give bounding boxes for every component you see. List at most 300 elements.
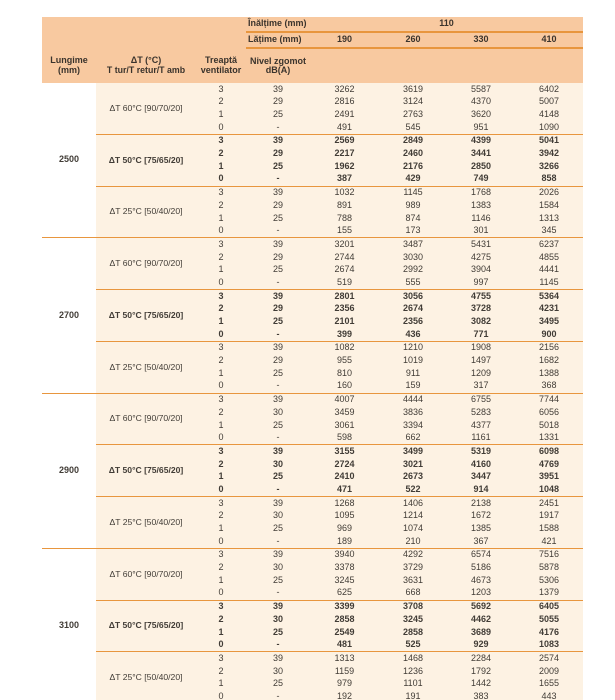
table-row [42,445,583,458]
value-cell: 4444 [379,393,447,406]
noise-cell: 25 [246,574,310,587]
value-cell: 3155 [310,445,379,458]
value-cell: 1090 [515,121,583,134]
dt-label-cell: ΔT 60°C [90/70/20] [96,238,196,290]
fan-speed-cell: 0 [196,380,246,393]
value-cell: 2744 [310,251,379,264]
value-cell: 4370 [447,96,515,109]
noise-cell: 39 [246,600,310,613]
value-cell: 3124 [379,96,447,109]
value-cell: 367 [447,535,515,548]
fan-speed-cell: 0 [196,328,246,341]
value-cell: 1792 [447,665,515,678]
noise-cell: 25 [246,367,310,380]
value-cell: 3729 [379,561,447,574]
value-cell: 3245 [310,574,379,587]
dt-label-cell: ΔT 25°C [50/40/20] [96,186,196,238]
value-cell: 443 [515,690,583,700]
value-cell: 1383 [447,199,515,212]
value-cell: 5692 [447,600,515,613]
value-cell: 1313 [515,212,583,225]
table-row [42,652,583,665]
table-row [42,548,583,561]
value-cell: 3619 [379,83,447,96]
width-label: Lățime (mm) [246,32,310,48]
fan-speed-cell: 1 [196,264,246,277]
fan-speed-cell: 2 [196,406,246,419]
header-row-height [42,17,583,32]
noise-cell: 25 [246,678,310,691]
value-cell: 3942 [515,147,583,160]
value-cell: 2284 [447,652,515,665]
value-cell: 6098 [515,445,583,458]
value-cell: 7744 [515,393,583,406]
value-cell: 1655 [515,678,583,691]
value-cell: 2673 [379,471,447,484]
col-header-noise-line1: Nivel zgomot [249,55,306,66]
value-cell: 2674 [310,264,379,277]
fan-speed-cell: 0 [196,483,246,496]
value-cell: 3082 [447,315,515,328]
value-cell: 2356 [310,303,379,316]
dt-label-cell: ΔT 50°C [75/65/20] [96,445,196,497]
value-cell: 3459 [310,406,379,419]
value-cell: 1672 [447,510,515,523]
fan-speed-cell: 1 [196,678,246,691]
value-cell: 2816 [310,96,379,109]
value-cell: 874 [379,212,447,225]
noise-cell: 39 [246,652,310,665]
value-cell: 2491 [310,108,379,121]
value-cell: 2858 [310,613,379,626]
value-cell: 914 [447,483,515,496]
value-cell: 4755 [447,290,515,303]
noise-cell: 30 [246,613,310,626]
value-cell: 2992 [379,264,447,277]
table-row [42,393,583,406]
value-cell: 191 [379,690,447,700]
fan-speed-cell: 2 [196,561,246,574]
col-header-fan-line2: ventilator [200,64,242,75]
noise-cell: - [246,535,310,548]
value-cell: 3495 [515,315,583,328]
table-row [42,238,583,251]
spec-table [42,17,583,700]
value-cell: 1101 [379,678,447,691]
value-cell: 1209 [447,367,515,380]
value-cell: 5007 [515,96,583,109]
noise-cell: - [246,225,310,238]
fan-speed-cell: 3 [196,652,246,665]
value-cell: 3262 [310,83,379,96]
value-cell: 3056 [379,290,447,303]
fan-speed-cell: 1 [196,212,246,225]
value-cell: 3620 [447,108,515,121]
value-cell: 1019 [379,354,447,367]
fan-speed-cell: 1 [196,315,246,328]
value-cell: 4275 [447,251,515,264]
value-cell: 668 [379,587,447,600]
fan-speed-cell: 1 [196,419,246,432]
length-cell: 2500 [42,83,96,238]
value-cell: 4855 [515,251,583,264]
value-cell: 301 [447,225,515,238]
fan-speed-cell: 1 [196,160,246,173]
col-header-noise [246,48,310,83]
col-header-length-line1: Lungime [50,55,88,66]
value-cell: 3201 [310,238,379,251]
value-cell: 1385 [447,522,515,535]
noise-cell: 39 [246,290,310,303]
value-cell: 429 [379,173,447,186]
col-header-length [42,48,96,83]
length-cell: 3100 [42,548,96,700]
table-row [42,600,583,613]
value-cell: 662 [379,432,447,445]
value-cell: 5306 [515,574,583,587]
value-cell: 4292 [379,548,447,561]
noise-cell: 25 [246,212,310,225]
value-cell: 5878 [515,561,583,574]
header-spacer [42,32,246,48]
value-cell: 345 [515,225,583,238]
value-cell: 3441 [447,147,515,160]
header-row-columns [42,48,583,83]
fan-speed-cell: 1 [196,471,246,484]
table-row [42,290,583,303]
value-cell: 3266 [515,160,583,173]
noise-cell: - [246,639,310,652]
value-cell: 1203 [447,587,515,600]
fan-speed-cell: 2 [196,665,246,678]
table-row [42,134,583,147]
fan-speed-cell: 1 [196,367,246,380]
value-cell: 3689 [447,626,515,639]
value-cell: 3728 [447,303,515,316]
value-cell: 2858 [379,626,447,639]
noise-cell: - [246,328,310,341]
value-cell: 5364 [515,290,583,303]
value-cell: 1074 [379,522,447,535]
noise-cell: - [246,690,310,700]
value-cell: 159 [379,380,447,393]
length-cell: 2900 [42,393,96,548]
value-cell: 471 [310,483,379,496]
value-cell: 2460 [379,147,447,160]
col-header-fan-line1: Treaptă [204,55,237,66]
fan-speed-cell: 0 [196,690,246,700]
value-cell: 1584 [515,199,583,212]
value-cell: 189 [310,535,379,548]
value-cell: 891 [310,199,379,212]
value-cell: 1442 [447,678,515,691]
value-cell: 5283 [447,406,515,419]
noise-cell: - [246,483,310,496]
noise-cell: 39 [246,134,310,147]
value-cell: 1161 [447,432,515,445]
value-cell: 2451 [515,497,583,510]
header-spacer [310,48,583,83]
noise-cell: 30 [246,406,310,419]
value-cell: 173 [379,225,447,238]
value-cell: 955 [310,354,379,367]
value-cell: 2410 [310,471,379,484]
value-cell: 6574 [447,548,515,561]
value-cell: 3631 [379,574,447,587]
value-cell: 1210 [379,341,447,354]
value-cell: 522 [379,483,447,496]
value-cell: 1682 [515,354,583,367]
col-header-length-line2: (mm) [58,64,80,75]
fan-speed-cell: 1 [196,108,246,121]
value-cell: 6237 [515,238,583,251]
fan-speed-cell: 3 [196,548,246,561]
value-cell: 2101 [310,315,379,328]
value-cell: 2009 [515,665,583,678]
fan-speed-cell: 0 [196,432,246,445]
fan-speed-cell: 2 [196,251,246,264]
value-cell: 858 [515,173,583,186]
value-cell: 4160 [447,458,515,471]
value-cell: 3836 [379,406,447,419]
value-cell: 2156 [515,341,583,354]
fan-speed-cell: 2 [196,354,246,367]
dt-label-cell: ΔT 60°C [90/70/20] [96,548,196,600]
value-cell: 2569 [310,134,379,147]
noise-cell: - [246,587,310,600]
value-cell: 1146 [447,212,515,225]
value-cell: 6056 [515,406,583,419]
value-cell: 1032 [310,186,379,199]
fan-speed-cell: 0 [196,535,246,548]
value-cell: 1214 [379,510,447,523]
dt-label-cell: ΔT 50°C [75/65/20] [96,290,196,342]
value-cell: 555 [379,276,447,289]
table-row [42,186,583,199]
noise-cell: - [246,432,310,445]
width-col-190: 190 [310,32,379,48]
fan-speed-cell: 2 [196,458,246,471]
noise-cell: 29 [246,147,310,160]
value-cell: 525 [379,639,447,652]
value-cell: 5587 [447,83,515,96]
value-cell: 1095 [310,510,379,523]
value-cell: 1082 [310,341,379,354]
fan-speed-cell: 3 [196,134,246,147]
value-cell: 3951 [515,471,583,484]
col-header-dt [96,48,196,83]
value-cell: 3399 [310,600,379,613]
dt-label-cell: ΔT 50°C [75/65/20] [96,600,196,652]
value-cell: 810 [310,367,379,380]
value-cell: 4399 [447,134,515,147]
value-cell: 4007 [310,393,379,406]
table-row [42,497,583,510]
fan-speed-cell: 2 [196,303,246,316]
value-cell: 1145 [379,186,447,199]
width-col-330: 330 [447,32,515,48]
noise-cell: 39 [246,83,310,96]
value-cell: 192 [310,690,379,700]
value-cell: 997 [447,276,515,289]
value-cell: 5186 [447,561,515,574]
fan-speed-cell: 3 [196,600,246,613]
value-cell: 1159 [310,665,379,678]
value-cell: 383 [447,690,515,700]
value-cell: 3487 [379,238,447,251]
noise-cell: 30 [246,458,310,471]
value-cell: 2850 [447,160,515,173]
value-cell: 3021 [379,458,447,471]
dt-label-cell: ΔT 25°C [50/40/20] [96,652,196,700]
fan-speed-cell: 1 [196,574,246,587]
col-header-dt-line1: ΔT (°C) [130,55,162,66]
value-cell: 1313 [310,652,379,665]
value-cell: 4462 [447,613,515,626]
value-cell: 421 [515,535,583,548]
noise-cell: - [246,380,310,393]
value-cell: 3378 [310,561,379,574]
value-cell: 5319 [447,445,515,458]
value-cell: 1379 [515,587,583,600]
fan-speed-cell: 2 [196,199,246,212]
value-cell: 1048 [515,483,583,496]
value-cell: 387 [310,173,379,186]
col-header-fan-speed [196,48,246,83]
noise-cell: 25 [246,419,310,432]
noise-cell: 29 [246,251,310,264]
value-cell: 2176 [379,160,447,173]
fan-speed-cell: 3 [196,238,246,251]
value-cell: 2138 [447,497,515,510]
value-cell: 6402 [515,83,583,96]
value-cell: 4148 [515,108,583,121]
value-cell: 771 [447,328,515,341]
value-cell: 399 [310,328,379,341]
table-row [42,341,583,354]
noise-cell: 25 [246,264,310,277]
value-cell: 911 [379,367,447,380]
value-cell: 6405 [515,600,583,613]
value-cell: 1145 [515,276,583,289]
value-cell: 1468 [379,652,447,665]
noise-cell: 39 [246,445,310,458]
value-cell: 1962 [310,160,379,173]
value-cell: 1917 [515,510,583,523]
spec-table-body [42,83,583,700]
value-cell: 1406 [379,497,447,510]
value-cell: 7516 [515,548,583,561]
fan-speed-cell: 3 [196,83,246,96]
value-cell: 2026 [515,186,583,199]
value-cell: 160 [310,380,379,393]
value-cell: 598 [310,432,379,445]
value-cell: 519 [310,276,379,289]
fan-speed-cell: 0 [196,121,246,134]
dt-label-cell: ΔT 25°C [50/40/20] [96,341,196,393]
value-cell: 155 [310,225,379,238]
value-cell: 6755 [447,393,515,406]
value-cell: 545 [379,121,447,134]
noise-cell: 39 [246,548,310,561]
fan-speed-cell: 1 [196,626,246,639]
value-cell: 3030 [379,251,447,264]
value-cell: 5431 [447,238,515,251]
value-cell: 2801 [310,290,379,303]
value-cell: 5018 [515,419,583,432]
noise-cell: 25 [246,626,310,639]
value-cell: 368 [515,380,583,393]
fan-speed-cell: 3 [196,290,246,303]
value-cell: 1083 [515,639,583,652]
value-cell: 1331 [515,432,583,445]
fan-speed-cell: 3 [196,393,246,406]
value-cell: 3245 [379,613,447,626]
noise-cell: 29 [246,96,310,109]
noise-cell: 29 [246,199,310,212]
fan-speed-cell: 3 [196,186,246,199]
width-col-410: 410 [515,32,583,48]
value-cell: 4377 [447,419,515,432]
fan-speed-cell: 0 [196,276,246,289]
noise-cell: - [246,121,310,134]
value-cell: 2763 [379,108,447,121]
value-cell: 2674 [379,303,447,316]
value-cell: 969 [310,522,379,535]
value-cell: 1388 [515,367,583,380]
value-cell: 2217 [310,147,379,160]
fan-speed-cell: 0 [196,587,246,600]
value-cell: 210 [379,535,447,548]
value-cell: 2849 [379,134,447,147]
fan-speed-cell: 0 [196,225,246,238]
value-cell: 625 [310,587,379,600]
noise-cell: 29 [246,303,310,316]
noise-cell: 25 [246,108,310,121]
height-value: 110 [310,17,583,32]
value-cell: 3708 [379,600,447,613]
value-cell: 3499 [379,445,447,458]
noise-cell: 25 [246,522,310,535]
value-cell: 1497 [447,354,515,367]
value-cell: 2549 [310,626,379,639]
noise-cell: 39 [246,238,310,251]
value-cell: 3904 [447,264,515,277]
noise-cell: 39 [246,393,310,406]
fan-speed-cell: 2 [196,96,246,109]
noise-cell: - [246,276,310,289]
height-label: Înălțime (mm) [246,17,310,32]
value-cell: 4231 [515,303,583,316]
value-cell: 481 [310,639,379,652]
dt-label-cell: ΔT 25°C [50/40/20] [96,497,196,549]
col-header-dt-line2: T tur/T retur/T amb [106,64,186,75]
noise-cell: 30 [246,561,310,574]
fan-speed-cell: 3 [196,341,246,354]
col-header-noise-line2: dB(A) [265,65,291,75]
value-cell: 5055 [515,613,583,626]
fan-speed-cell: 1 [196,522,246,535]
noise-cell: 25 [246,315,310,328]
value-cell: 2356 [379,315,447,328]
noise-cell: 29 [246,354,310,367]
value-cell: 929 [447,639,515,652]
value-cell: 1588 [515,522,583,535]
table-row [42,83,583,96]
value-cell: 1236 [379,665,447,678]
dt-label-cell: ΔT 60°C [90/70/20] [96,393,196,445]
length-cell: 2700 [42,238,96,393]
